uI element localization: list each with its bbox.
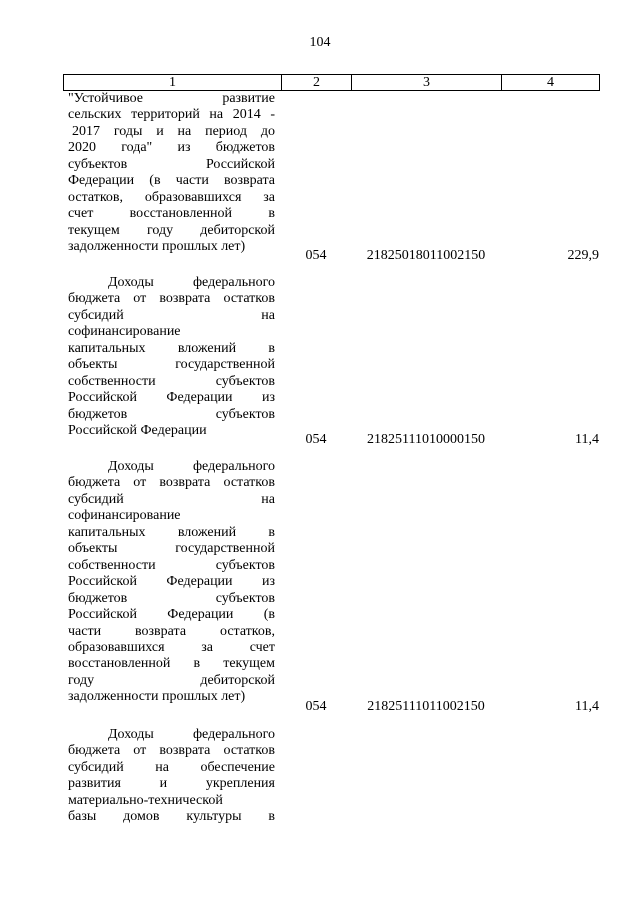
description-line: бюджета от возврата остатков (68, 743, 275, 759)
description-line: году дебиторской (68, 672, 275, 688)
description-line: части возврата остатков, (68, 623, 275, 639)
description-line: Федерации (в части возврата (68, 173, 275, 189)
amount: 11,4 (575, 699, 599, 714)
table-header (63, 74, 600, 91)
column-header-1: 1 (64, 75, 282, 90)
column-header-4: 4 (547, 75, 554, 90)
description-line: собственности субъектов (68, 373, 275, 389)
description-line: "Устойчивое развитие (68, 91, 275, 106)
description-line: Российской Федерации (68, 423, 207, 439)
description-line: бюджетов субъектов (68, 590, 275, 606)
description-line: Доходы федерального (108, 727, 275, 742)
kbk-code: 21825018011002150 (366, 248, 486, 263)
page-number: 104 (309, 35, 331, 50)
description-line: капитальных вложений в (68, 340, 275, 356)
description-line: объекты государственной (68, 541, 275, 557)
admin-code: 054 (305, 699, 327, 714)
description-line: Доходы федерального (108, 459, 275, 474)
admin-code: 054 (305, 248, 327, 263)
description-line: Доходы федерального (108, 275, 275, 290)
description-line: собственности субъектов (68, 557, 275, 573)
description-line: софинансирование (68, 324, 181, 340)
column-header-3: 3 (352, 75, 502, 90)
description-line: софинансирование (68, 508, 181, 524)
kbk-code: 21825111011002150 (367, 699, 485, 714)
admin-code: 054 (305, 432, 327, 447)
description-line: 2020 года" из бюджетов (68, 140, 275, 156)
description-line: субсидий на (68, 491, 275, 507)
description-line: Российской Федерации (в (68, 607, 275, 623)
description-line: объекты государственной (68, 357, 275, 373)
description-line: текущем году дебиторской (68, 222, 275, 238)
description-line: Российской Федерации из (68, 390, 275, 406)
amount: 11,4 (575, 432, 599, 447)
row-description (68, 727, 275, 826)
amount: 229,9 (567, 248, 599, 263)
row-description (68, 459, 275, 706)
description-line: сельских территорий на 2014 - (68, 107, 275, 123)
description-line: задолженности прошлых лет) (68, 689, 246, 705)
description-line: субъектов Российской (68, 156, 275, 172)
description-line: субсидий на обеспечение (68, 759, 275, 775)
row-description (68, 275, 275, 440)
description-line: остатков, образовавшихся за (68, 189, 275, 205)
kbk-code: 21825111010000150 (367, 432, 485, 447)
description-line: задолженности прошлых лет) (68, 239, 246, 255)
description-line: субсидий на (68, 307, 275, 323)
description-line: бюджетов субъектов (68, 406, 275, 422)
description-line: бюджета от возврата остатков (68, 291, 275, 307)
description-line: 2017 годы и на период до (72, 123, 275, 139)
row-description (68, 91, 275, 256)
description-line: материально-технической (68, 792, 223, 808)
description-line: бюджета от возврата остатков (68, 475, 275, 491)
description-line: восстановленной в текущем (68, 656, 275, 672)
description-line: Российской Федерации из (68, 574, 275, 590)
description-line: капитальных вложений в (68, 524, 275, 540)
description-line: развития и укрепления (68, 776, 275, 792)
description-line: образовавшихся за счет (68, 639, 275, 655)
description-line: счет восстановленной в (68, 206, 275, 222)
description-line: базы домов культуры в (68, 809, 275, 825)
column-header-2: 2 (282, 75, 352, 90)
